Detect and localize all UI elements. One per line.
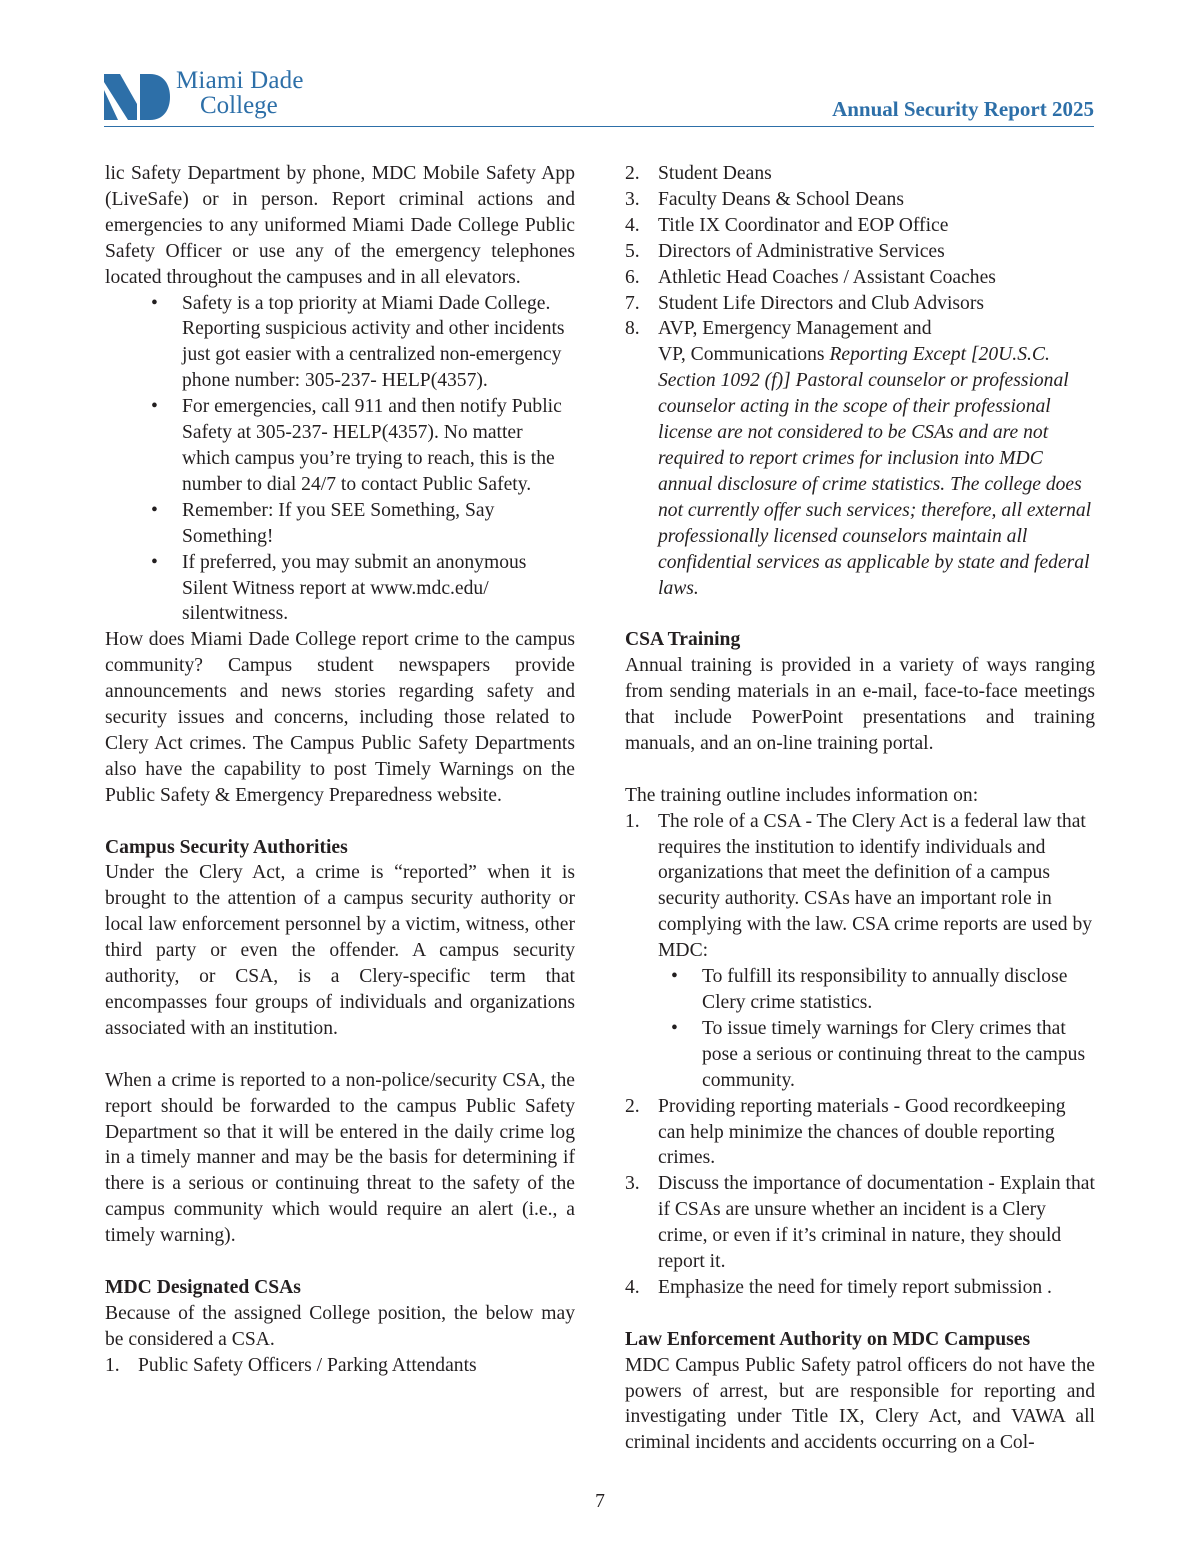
list-item: 7. Student Life Directors and Club Advisors bbox=[625, 292, 984, 314]
list-item: 1. Public Safety Officers / Parking Attendants bbox=[105, 1354, 477, 1376]
list-item: • Remember: If you SEE Something, Say Something! bbox=[151, 499, 495, 547]
list-item: 3. Discuss the importance of documentation - Explain that if CSAs are unsure whether an incident is a Clery crime, or even if it’s criminal in nature, they should report it. bbox=[625, 1173, 1095, 1273]
page-number: 7 bbox=[595, 1491, 605, 1512]
report-title: Annual Security Report 2025 bbox=[832, 97, 1094, 121]
report-crime-paragraph: How does Miami Dade College report crime to the campus community? Campus student newspapers provide announcements and news stories regarding safety and security issues and concerns, including those related to Clery Act crimes. The Campus Public Safety Departments also have the capability to post Timely Warnings on the Public Safety & Emergency Preparedness website. bbox=[105, 629, 575, 806]
list-item: • If preferred, you may submit an anonymous Silent Witness report at www.mdc.edu/ silentwitness. bbox=[151, 551, 527, 625]
bullet-icon: • bbox=[151, 292, 158, 314]
logo-text bbox=[176, 68, 304, 118]
college-logo bbox=[104, 68, 304, 122]
law-enforcement-heading: Law Enforcement Authority on MDC Campuses bbox=[625, 1328, 1031, 1350]
list-item: • To issue timely warnings for Clery crimes that pose a serious or continuing threat to the campus community. bbox=[671, 1017, 1086, 1091]
md-logo-icon bbox=[104, 68, 170, 122]
bullet-icon: • bbox=[671, 966, 678, 988]
law-enforcement-paragraph: MDC Campus Public Safety patrol officers do not have the powers of arrest, but are responsible for reporting and investigating under Title IX, Clery Act, and VAWA all criminal incidents and accidents occurring on a Col- bbox=[625, 1354, 1095, 1454]
designated-csas-list-start bbox=[105, 1353, 575, 1379]
left-column bbox=[105, 161, 575, 1379]
list-item: 4. Title IX Coordinator and EOP Office bbox=[625, 214, 949, 236]
list-item: 4. Emphasize the need for timely report submission . bbox=[625, 1276, 1052, 1298]
intro-paragraph: lic Safety Department by phone, MDC Mobile Safety App (LiveSafe) or in person. Report criminal actions and emergencies to any uniformed Miami Dade College Public Safety Officer or use any of the emergency telephones located throughout the campuses and in all elevators. bbox=[105, 163, 575, 288]
designated-csas-heading: MDC Designated CSAs bbox=[105, 1276, 301, 1298]
logo-line-miami-dade: Miami Dade bbox=[176, 67, 304, 94]
csa-use-bullet-list bbox=[625, 964, 1095, 1094]
reporting-exception-text: Reporting Except [20U.S.C. Section 1092 (f)] Pastoral counselor or professional counselor acting in the scope of their professional license are not considered to be CSAs and are not required to report crimes for inclusion into MDC annual disclosure of crime statistics. The college does not currently offer such services; therefore, all external professionally licensed counselors maintain all confidential services as applicable by state and federal laws. bbox=[658, 344, 1092, 599]
list-item: 2. Student Deans bbox=[625, 163, 772, 184]
list-item: 6. Athletic Head Coaches / Assistant Coaches bbox=[625, 266, 996, 288]
list-item: 1. The role of a CSA - The Clery Act is a federal law that requires the institution to identify individuals and organizations that meet the definition of a campus security authority. CSAs have an important role in complying with the law. CSA crime reports are used by MDC: • To fulfill its responsibility to annually disclose Clery crime statistics. • To issue timely warnings for Clery crimes that pose a serious or continuing threat to the campus community. bbox=[625, 809, 1095, 1094]
safety-bullet-list bbox=[105, 291, 575, 628]
list-item: 8. AVP, Emergency Management and VP, Communications Reporting Except [20U.S.C. Section 1092 (f)] Pastoral counselor or professional counselor acting in the scope of their professional license are not considered to be CSAs and are not required to report crimes for inclusion into MDC annual disclosure of crime statistics. The college does not currently offer such services; therefore, all external professionally licensed counselors maintain all confidential services as applicable by state and federal laws. bbox=[625, 318, 1092, 599]
list-item: • To fulfill its responsibility to annually disclose Clery crime statistics. bbox=[671, 966, 1068, 1013]
list-item: • For emergencies, call 911 and then notify Public Safety at 305-237- HELP(4357). No matter which campus you’re trying to reach, this is the number to dial 24/7 to contact Public Safety. bbox=[151, 396, 562, 495]
logo-line-college: College bbox=[200, 92, 278, 119]
designated-csas-list-continued bbox=[625, 161, 1095, 601]
training-outline-list bbox=[625, 809, 1095, 1301]
csa-training-paragraph: Annual training is provided in a variety of ways ranging from sending materials in an e-mail, face-to-face meetings that include PowerPoint presentations and training manuals, and an on-line training portal. bbox=[625, 655, 1095, 754]
designated-csas-paragraph: Because of the assigned College position, the below may be considered a CSA. bbox=[105, 1302, 575, 1350]
csa-paragraph-2: When a crime is reported to a non-police/security CSA, the report should be forwarded to the campus Public Safety Department so that it will be entered in the daily crime log in a timely manner and may be the basis for determining if there is a serious or continuing threat to the safety of the campus community which would require an alert (i.e., a timely warning). bbox=[105, 1069, 575, 1247]
list-item: • Safety is a top priority at Miami Dade College. Reporting suspicious activity and other incidents just got easier with a centralized non-emergency phone number: 305-237- HELP(4357). bbox=[151, 292, 565, 392]
right-column bbox=[625, 161, 1095, 1456]
bullet-icon: • bbox=[151, 499, 158, 521]
csa-paragraph-1: Under the Clery Act, a crime is “reported” when it is brought to the attention of a campus security authority or local law enforcement personnel by a victim, witness, other third party or even the offender. A campus security authority, or CSA, is a Clery-specific term that encompasses four groups of individuals and organizations associated with an institution. bbox=[105, 862, 575, 1039]
bullet-icon: • bbox=[151, 396, 158, 418]
csa-heading: Campus Security Authorities bbox=[105, 836, 348, 858]
bullet-icon: • bbox=[671, 1017, 678, 1039]
list-item: 3. Faculty Deans & School Deans bbox=[625, 188, 904, 210]
list-item: 2. Providing reporting materials - Good recordkeeping can help minimize the chances of double reporting crimes. bbox=[625, 1095, 1066, 1169]
csa-training-heading: CSA Training bbox=[625, 629, 741, 651]
list-item: 5. Directors of Administrative Services bbox=[625, 240, 945, 262]
header-rule bbox=[104, 126, 1094, 127]
training-outline-intro: The training outline includes information on: bbox=[625, 784, 979, 806]
bullet-icon: • bbox=[151, 551, 158, 573]
